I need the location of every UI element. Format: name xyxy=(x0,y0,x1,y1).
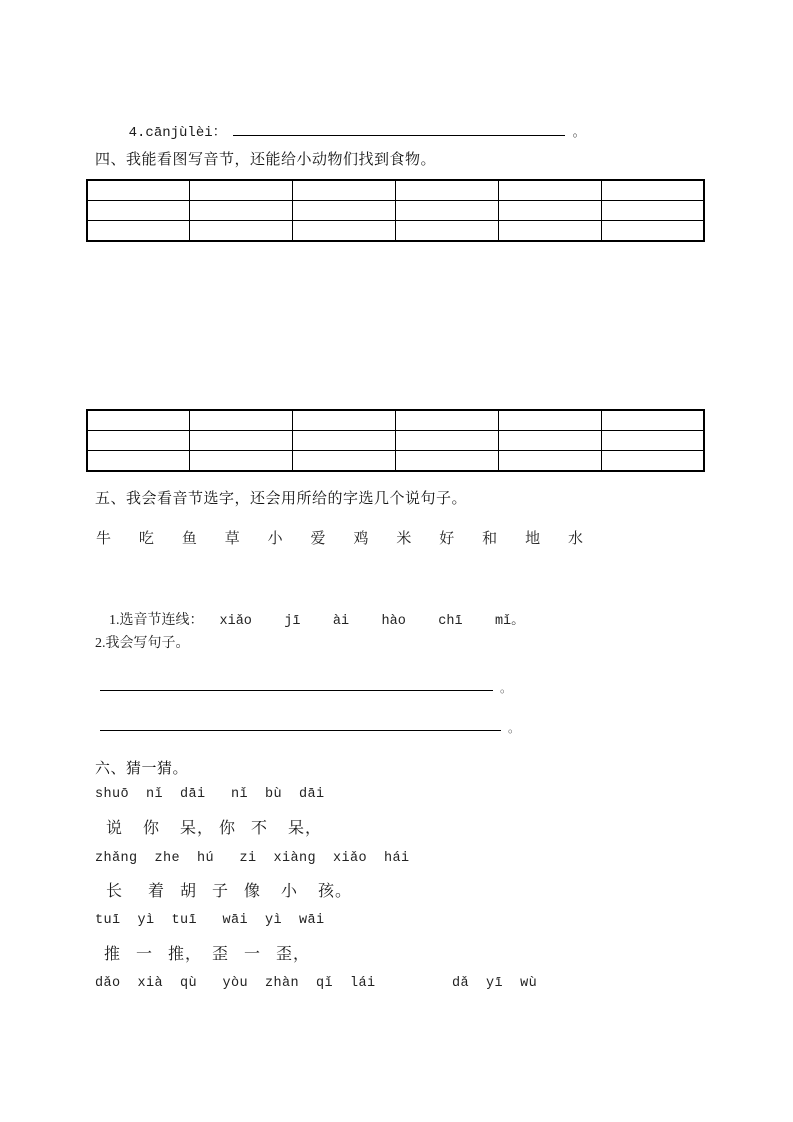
riddle-pinyin-line: dǎo xià qù yòu zhàn qǐ lái dǎ yī wù xyxy=(95,976,538,991)
table-row xyxy=(87,221,704,242)
table-cell xyxy=(498,410,601,431)
sentence-period: 。 xyxy=(508,721,521,735)
table-cell xyxy=(190,410,293,431)
table-cell xyxy=(395,410,498,431)
table-cell xyxy=(601,201,704,221)
table-cell xyxy=(601,410,704,431)
char-item: 水 xyxy=(567,531,583,547)
riddle-pinyin-line: tuī yì tuī wāi yì wāi xyxy=(95,913,325,928)
table-cell xyxy=(498,431,601,451)
char-item: 鸡 xyxy=(353,531,369,547)
char-item: 小 xyxy=(267,531,283,547)
table-cell xyxy=(395,451,498,472)
table-row xyxy=(87,180,704,201)
table-row xyxy=(87,201,704,221)
table-cell xyxy=(498,180,601,201)
table-cell xyxy=(498,221,601,242)
sentence-blank xyxy=(100,668,493,691)
char-item: 草 xyxy=(224,531,240,547)
table-cell xyxy=(601,221,704,242)
char-item: 吃 xyxy=(138,531,154,547)
section5-heading: 五、我会看音节选字，还会用所给的字选几个说句子。 xyxy=(95,491,468,507)
table-cell xyxy=(395,431,498,451)
table-cell xyxy=(601,431,704,451)
table-row xyxy=(87,451,704,472)
answer-table-top xyxy=(86,179,705,242)
item2-label: 2.我会写句子。 xyxy=(95,636,190,651)
table-cell xyxy=(395,201,498,221)
question4-period: 。 xyxy=(572,124,586,139)
section6-heading: 六、猜一猜。 xyxy=(95,761,189,777)
table-cell xyxy=(87,410,190,431)
table-cell xyxy=(190,451,293,472)
answer-table-bottom xyxy=(86,409,705,472)
question4-label: 4.cānjùlèi： xyxy=(128,125,227,141)
char-item: 米 xyxy=(396,531,412,547)
item1-syllables: xiǎo jī ài hào chī mǐ。 xyxy=(219,614,525,629)
table-cell xyxy=(87,221,190,242)
table-cell xyxy=(395,221,498,242)
table-cell xyxy=(293,410,396,431)
sentence-blank xyxy=(100,708,501,731)
character-bank xyxy=(96,527,583,548)
table-cell xyxy=(293,221,396,242)
question4-answer-blank xyxy=(233,120,565,136)
table-cell xyxy=(601,180,704,201)
sentence-write-line-1 xyxy=(100,668,513,695)
char-item: 和 xyxy=(482,531,498,547)
riddle-hanzi-line: 说 你 呆， 你 不 呆， xyxy=(106,820,323,837)
item1-label: 1.选音节连线： xyxy=(109,613,204,628)
table-row xyxy=(87,431,704,451)
table-cell xyxy=(87,201,190,221)
table-cell xyxy=(190,201,293,221)
table-cell xyxy=(395,180,498,201)
table-cell xyxy=(293,431,396,451)
table-cell xyxy=(87,451,190,472)
riddle-hanzi-line: 推 一 推， 歪 一 歪， xyxy=(104,946,311,963)
table-cell xyxy=(293,201,396,221)
table-cell xyxy=(190,180,293,201)
sentence-write-line-2 xyxy=(100,708,521,735)
char-item: 地 xyxy=(525,531,541,547)
table-cell xyxy=(293,180,396,201)
riddle-pinyin-line: shuō nǐ dāi nǐ bù dāi xyxy=(95,787,325,802)
char-item: 鱼 xyxy=(181,531,197,547)
char-item: 爱 xyxy=(310,531,326,547)
char-item: 好 xyxy=(439,531,455,547)
section4-heading: 四、我能看图写音节，还能给小动物们找到食物。 xyxy=(95,152,437,168)
table-cell xyxy=(293,451,396,472)
table-cell xyxy=(87,180,190,201)
table-cell xyxy=(498,201,601,221)
table-row xyxy=(87,410,704,431)
table-cell xyxy=(190,221,293,242)
char-item: 牛 xyxy=(96,531,112,547)
sentence-period: 。 xyxy=(500,681,513,695)
riddle-hanzi-line: 长 着 胡 子 像 小 孩。 xyxy=(106,883,353,900)
table-cell xyxy=(87,431,190,451)
table-cell xyxy=(498,451,601,472)
table-cell xyxy=(601,451,704,472)
riddle-pinyin-line: zhǎng zhe hú zi xiàng xiǎo hái xyxy=(95,851,410,866)
table-cell xyxy=(190,431,293,451)
